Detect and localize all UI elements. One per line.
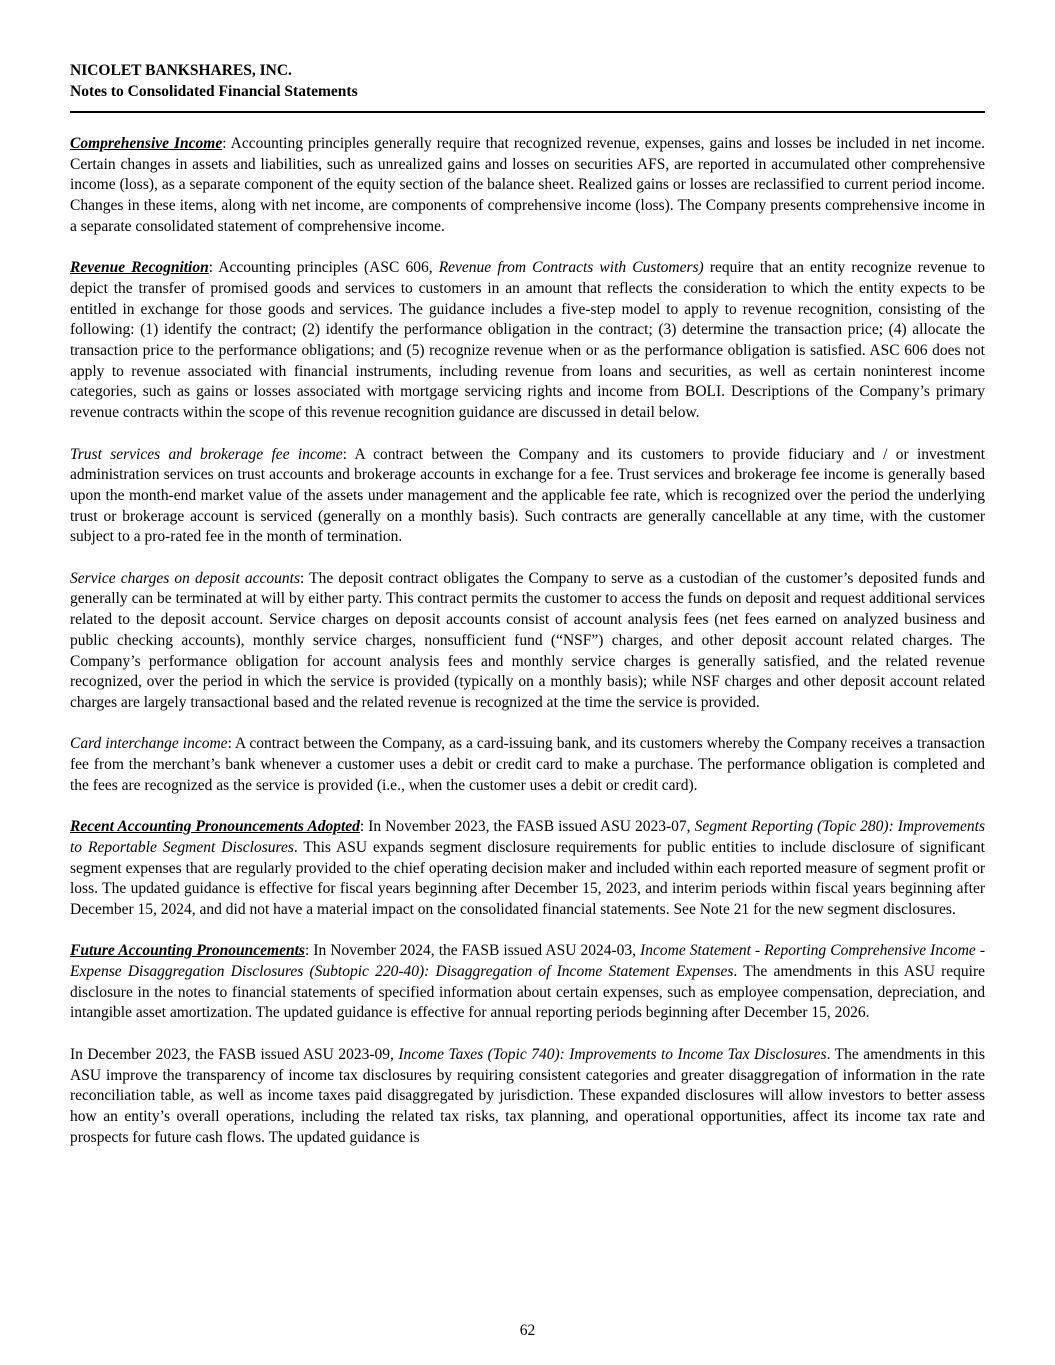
company-name: NICOLET BANKSHARES, INC. (70, 62, 292, 79)
revenue-recognition-text-a: : Accounting principles (ASC 606, (208, 259, 439, 277)
future-pronouncements-text-a: : In November 2024, the FASB issued ASU 2024-03, (304, 942, 641, 960)
paragraph-revenue-recognition (70, 258, 985, 424)
paragraph-card-interchange (70, 734, 985, 796)
future-pronouncements-text-b: . The amendments in this ASU require disclosure in the notes to financial statements of specified information about certain expenses, such as employee compensation, depreciation, and intangible asset amortization. The updated guidance is effective for annual reporting periods beginning after December 15, 2026. (70, 963, 986, 1022)
recent-pronouncements-standard-title: Segment Reporting (Topic 280): Improvements to Reportable Segment Disclosures (70, 818, 985, 856)
trust-services-text: : A contract between the Company and its customers to provide fiduciary and / or investment administration services on trust accounts and brokerage accounts in exchange for a fee. Trust services and brokerage fee income is generally based upon the month-end market value of the assets under management and the applicable fee rate, which is recognized over the period the underlying trust or brokerage account is serviced (generally on a monthly basis). Such contracts are generally cancellable at any time, with the customer subject to a pro-rated fee in the month of termination. (70, 445, 986, 546)
income-taxes-text-b: . The amendments in this ASU improve the transparency of income tax disclosures by requiring consistent categories and greater disaggregation of information in the rate reconciliation table, as well as income taxes paid disaggregated by jurisdiction. These expanded disclosures will allow investors to better assess how an entity’s overall operations, including the related tax risks, tax planning, and operational opportunities, affect its income tax rate and prospects for future cash flows. The updated guidance is (70, 1045, 986, 1146)
heading-comprehensive-income: Comprehensive Income (70, 135, 223, 152)
heading-service-charges: Service charges on deposit accounts (70, 569, 301, 587)
service-charges-text: : The deposit contract obligates the Company to serve as a custodian of the customer’s deposited funds and generally can be terminated at will by either party. This contract permits the customer to access the funds on deposit and request additional services related to the deposit account. Service charges on deposit accounts consist of account analysis fees (net fees earned on analyzed business and public checking accounts), monthly service charges, nonsufficient fund (“NSF”) charges, and other deposit account related charges. The Company’s performance obligation for account analysis fees and monthly service charges is generally satisfied, and the related revenue recognized, over the period in which the service is provided (typically on a monthly basis); while NSF charges and other deposit account related charges are largely transactional based and the related revenue is recognized at the time the service is provided. (70, 569, 985, 711)
recent-pronouncements-text-b: . This ASU expands segment disclosure requirements for public entities to include disclosure of significant segment expenses that are regularly provided to the chief operating decision maker and included within each reported measure of segment profit or loss. The updated guidance is effective for fiscal years beginning after December 15, 2023, and interim periods within fiscal years beginning after December 15, 2024, and did not have a material impact on the consolidated financial statements. See Note 21 for the new segment disclosures. (70, 838, 985, 918)
revenue-recognition-standard-title: Revenue from Contracts with Customers) (438, 259, 704, 277)
page-number: 62 (519, 1322, 536, 1339)
document-page (70, 60, 985, 1148)
paragraph-income-taxes (70, 1045, 985, 1149)
revenue-recognition-text-b: require that an entity recognize revenue to depict the transfer of promised goods and services to customers in an amount that reflects the consideration to which the entity expects to be entitled in exchange for those goods and services. The guidance includes a five-step model to apply to revenue recognition, consisting of the following: (1) identify the contract; (2) identify the performance obligation in the contract; (3) determine the transaction price; (4) allocate the transaction price to the performance obligations; and (5) recognize revenue when or as the performance obligation is satisfied. ASC 606 does not apply to revenue associated with financial instruments, including revenue from loans and securities, as well as certain noninterest income categories, such as gains or losses associated with mortgage servicing rights and income from BOLI. Descriptions of the Company’s primary revenue contracts within the scope of this revenue recognition guidance are discussed in detail below. (70, 259, 986, 422)
paragraph-service-charges (70, 569, 985, 714)
paragraph-recent-pronouncements (70, 817, 985, 921)
paragraph-future-pronouncements (70, 941, 985, 1024)
document-subtitle: Notes to Consolidated Financial Statements (70, 83, 358, 100)
comprehensive-income-text: : Accounting principles generally require that recognized revenue, expenses, gains and losses be included in net income. Certain changes in assets and liabilities, such as unrealized gains and losses on securities AFS, are reported in accumulated other comprehensive income (loss), as a separate component of the equity section of the balance sheet. Realized gains or losses are reclassified to current period income. Changes in these items, along with net income, are components of comprehensive income (loss). The Company presents comprehensive income in a separate consolidated statement of comprehensive income. (70, 135, 985, 235)
heading-card-interchange: Card interchange income (70, 735, 228, 753)
paragraph-trust-services (70, 445, 985, 549)
page-header (70, 60, 985, 102)
card-interchange-text: : A contract between the Company, as a card-issuing bank, and its customers whereby the Company receives a transaction fee from the merchant’s bank whenever a customer uses a debit or credit card to make a purchase. The performance obligation is completed and the fees are recognized as the service is provided (i.e., when the customer uses a debit or credit card). (70, 735, 986, 794)
heading-future-pronouncements: Future Accounting Pronouncements (70, 942, 305, 960)
heading-recent-pronouncements: Recent Accounting Pronouncements Adopted (70, 818, 360, 836)
income-taxes-standard-title: Income Taxes (Topic 740): Improvements to Income Tax Disclosures (398, 1045, 827, 1063)
heading-revenue-recognition: Revenue Recognition (70, 259, 209, 277)
heading-trust-services: Trust services and brokerage fee income (70, 445, 343, 463)
paragraph-comprehensive-income (70, 134, 985, 238)
recent-pronouncements-text-a: : In November 2023, the FASB issued ASU 2023-07, (359, 818, 695, 836)
header-divider (70, 111, 985, 113)
future-pronouncements-standard-title: Income Statement - Reporting Comprehensive Income - Expense Disaggregation Disclosures (Subtopic 220-40): Disaggregation of Income Statement Expenses (70, 942, 985, 981)
income-taxes-text-a: In December 2023, the FASB issued ASU 2023-09, (70, 1045, 399, 1063)
